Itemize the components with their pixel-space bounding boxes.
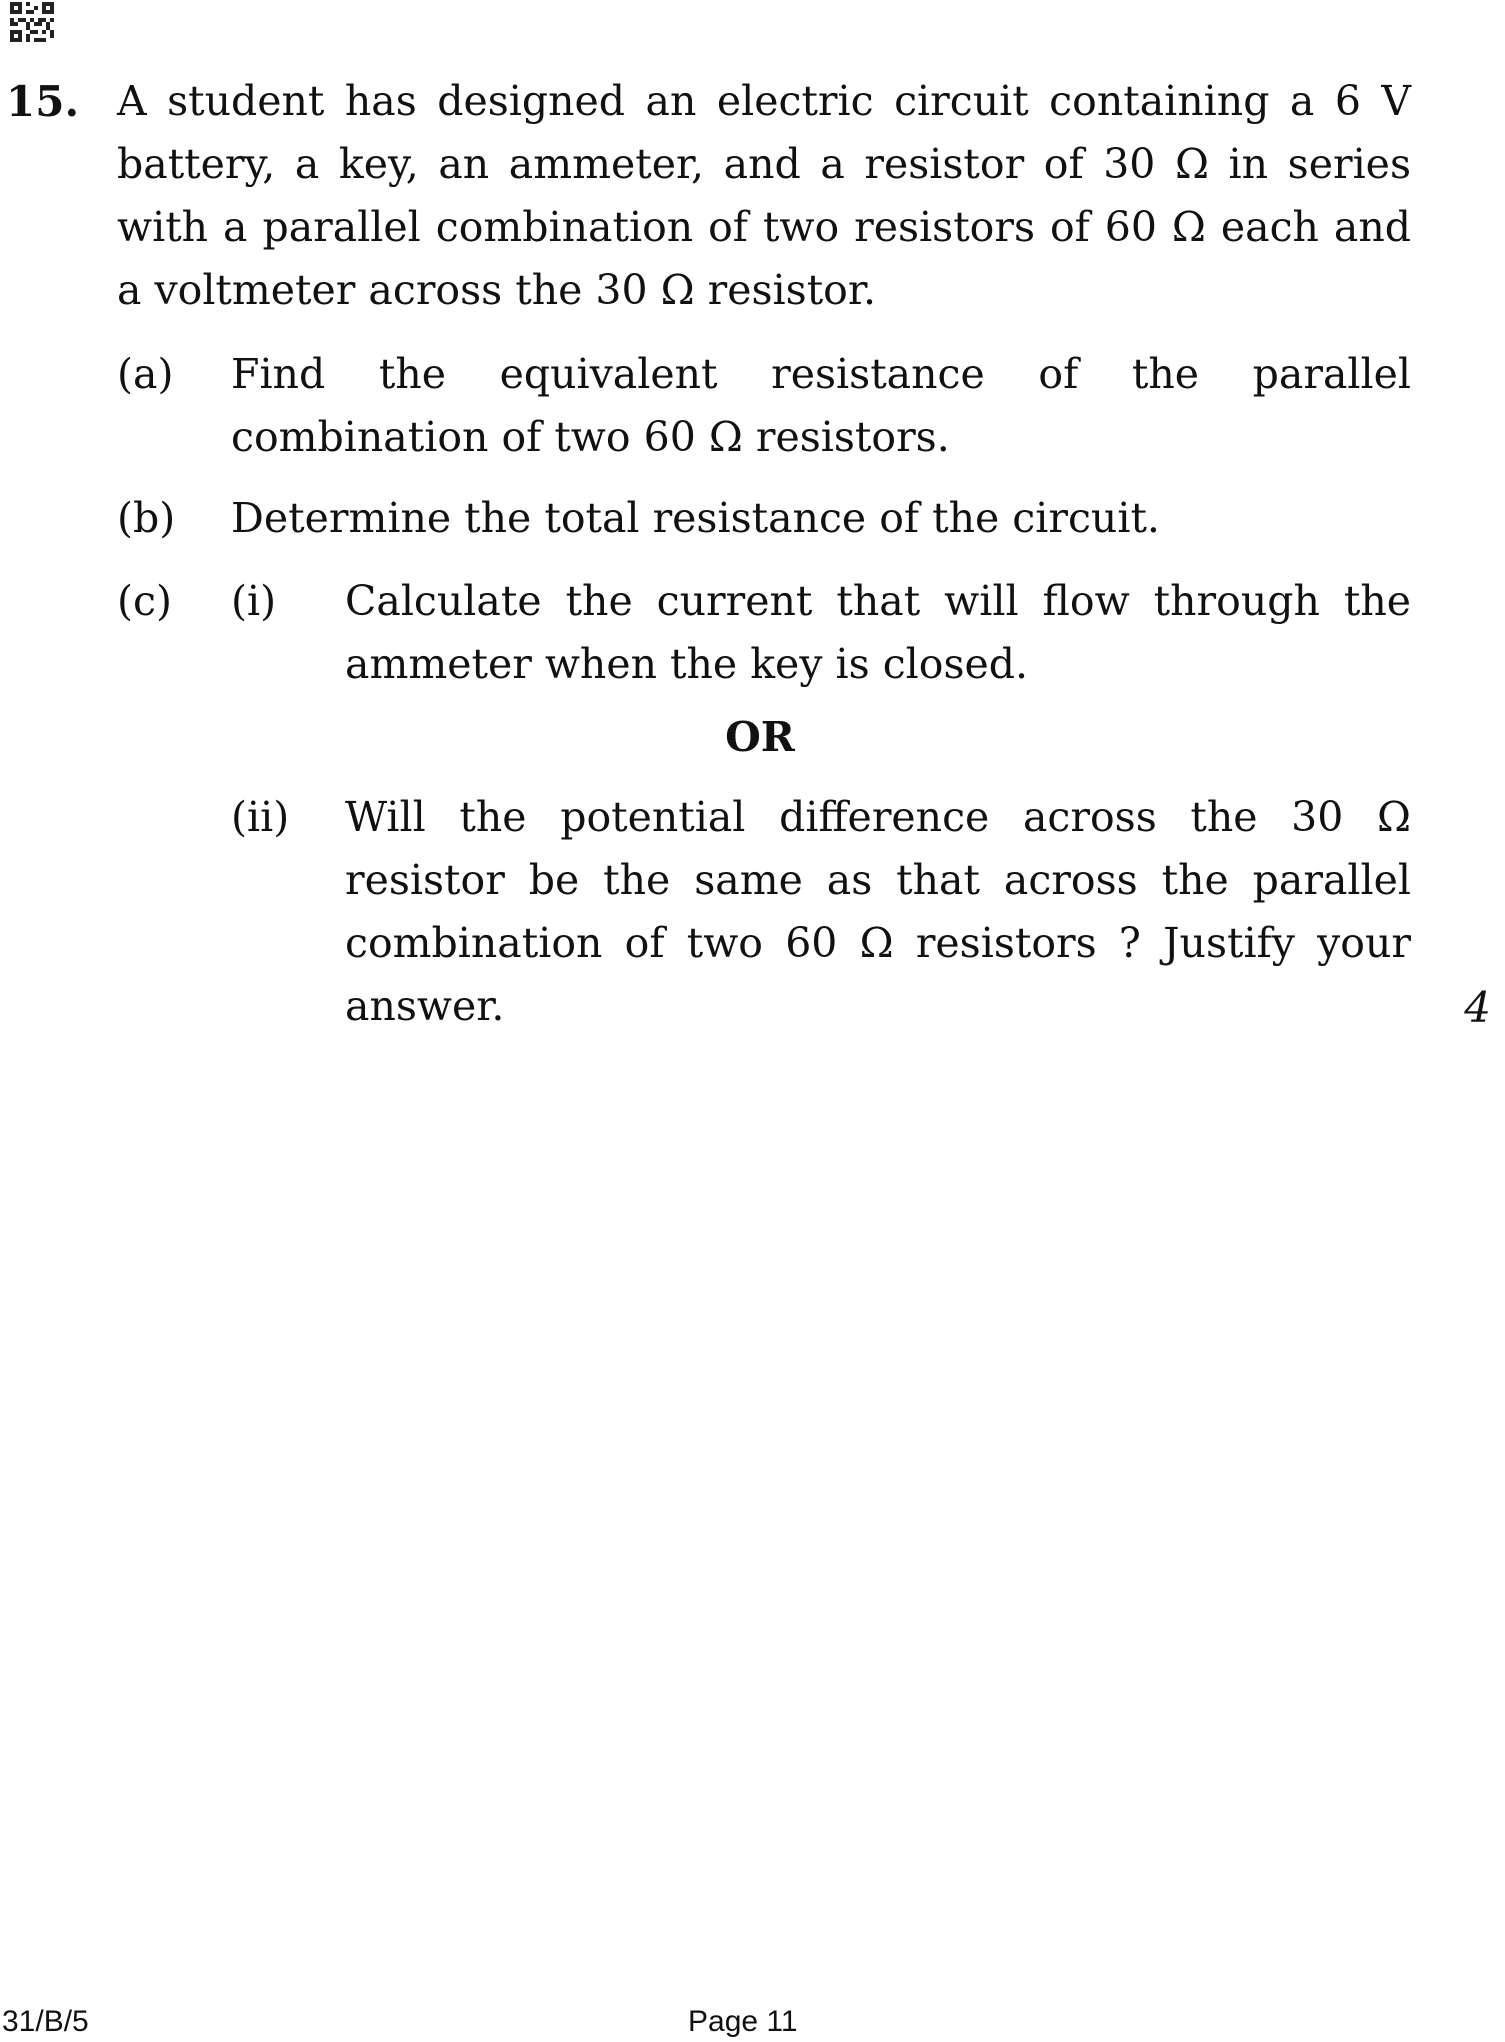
question-number: 15. (6, 77, 80, 126)
part-c-label: (c) (117, 577, 172, 625)
part-c-i-label: (i) (231, 577, 277, 625)
part-c-i-text: Calculate the current that will flow through the ammeter when the key is closed. (345, 577, 1411, 688)
marks: 4 (1464, 983, 1491, 1032)
part-c-ii-text: Will the potential difference across the 30 Ω resistor be the same as that across the parallel combination of two 60 Ω resistors ? Justify your answer. (345, 793, 1411, 1030)
footer-code: 31/B/5 (2, 2005, 89, 2038)
part-c-ii-label: (ii) (231, 793, 290, 841)
footer-page-number: Page 11 (688, 2005, 798, 2038)
qr-code-icon (10, 2, 54, 42)
part-b-text: Determine the total resistance of the circuit. (231, 494, 1160, 542)
question-stem: A student has designed an electric circuit containing a 6 V battery, a key, an ammeter, and a resistor of 30 Ω in series with a parallel combination of two resistors of 60 Ω each and a voltmeter across the 30 Ω resistor. (117, 77, 1411, 314)
or-separator: OR (725, 713, 795, 761)
part-a-text: Find the equivalent resistance of the parallel combination of two 60 Ω resistors. (231, 350, 1411, 461)
part-b-label: (b) (117, 494, 176, 542)
part-a-label: (a) (117, 350, 174, 398)
